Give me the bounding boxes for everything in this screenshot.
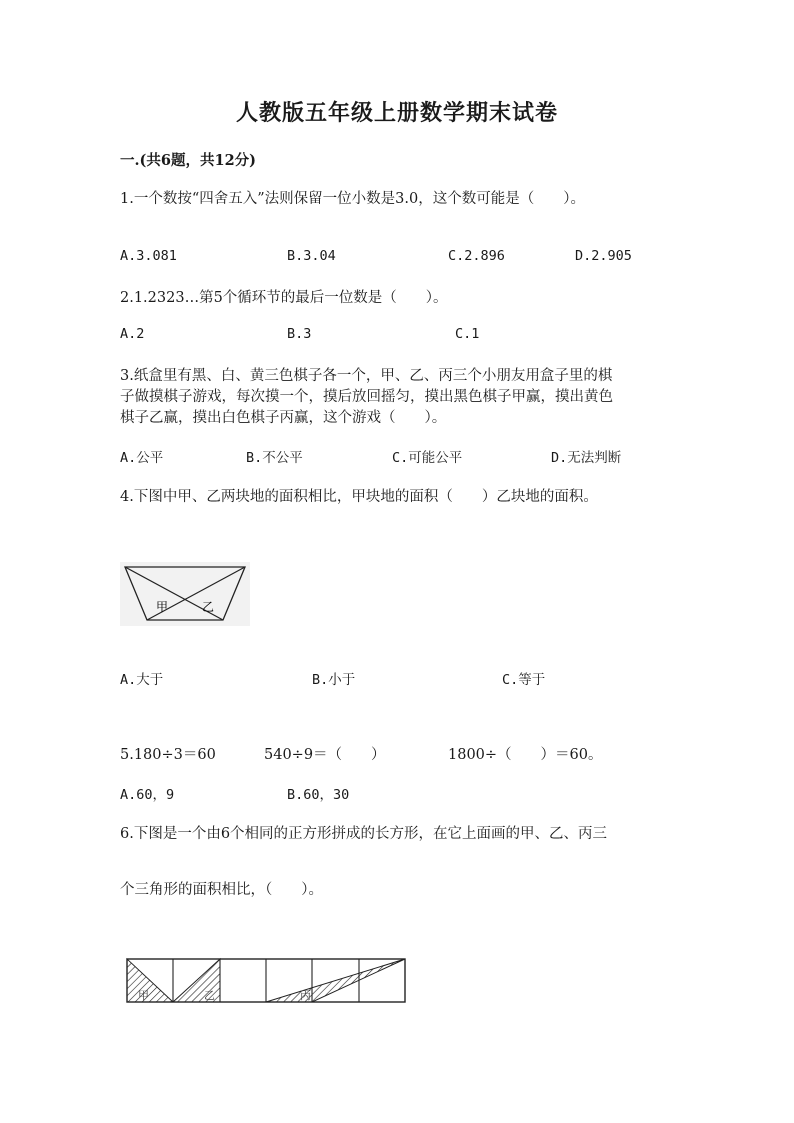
q3-option-b[interactable]: B.不公平 [246,450,303,466]
question-2-text: 2.1.2323…第5个循环节的最后一位数是（ ）。 [120,290,448,306]
question-5-part-2: 540÷9＝（ ） [264,747,386,763]
section-heading: 一.(共6题，共12分) [120,152,257,169]
six-squares-figure [124,956,410,1006]
question-3-line-1: 3.纸盒里有黑、白、黄三色棋子各一个，甲、乙、丙三个小朋友用盒子里的棋 [120,368,613,384]
q5-option-b[interactable]: B.60，30 [287,787,350,803]
question-6-line-2: 个三角形的面积相比，（ ）。 [120,882,323,898]
triangle-bing [266,959,405,1002]
region-jia-label: 甲 [156,600,169,614]
q3-option-c[interactable]: C.可能公平 [392,450,463,466]
triangle-jia-label: 甲 [138,989,149,1002]
figure-background [120,562,250,626]
triangle-yi-label: 乙 [204,989,215,1002]
question-3-line-2: 子做摸棋子游戏，每次摸一个，摸后放回摇匀，摸出黑色棋子甲赢，摸出黄色 [120,389,613,405]
question-5-part-3: 1800÷（ ）＝60。 [448,747,603,763]
q3-option-a[interactable]: A.公平 [120,450,164,466]
q1-option-b[interactable]: B.3.04 [287,248,336,264]
q1-option-c[interactable]: C.2.896 [448,248,505,264]
page-title: 人教版五年级上册数学期末试卷 [235,100,558,126]
q5-option-a[interactable]: A.60，9 [120,787,175,803]
q4-option-c[interactable]: C.等于 [502,672,546,688]
question-1-text: 1.一个数按“四舍五入”法则保留一位小数是3.0，这个数可能是（ ）。 [120,191,585,207]
q4-option-b[interactable]: B.小于 [312,672,356,688]
q3-option-d[interactable]: D.无法判断 [551,450,622,466]
q2-option-b[interactable]: B.3 [287,326,312,342]
question-6-line-1: 6.下图是一个由6个相同的正方形拼成的长方形，在它上面画的甲、乙、丙三 [120,826,608,842]
q1-option-a[interactable]: A.3.081 [120,248,177,264]
question-5-part-1: 5.180÷3＝60 [120,747,216,763]
q2-option-a[interactable]: A.2 [120,326,145,342]
trapezoid-figure [120,562,250,626]
q1-option-d[interactable]: D.2.905 [575,248,632,264]
triangle-bing-label: 丙 [300,989,311,1002]
region-yi-label: 乙 [202,600,215,614]
q2-option-c[interactable]: C.1 [455,326,480,342]
q4-option-a[interactable]: A.大于 [120,672,164,688]
question-4-text: 4.下图中甲、乙两块地的面积相比，甲块地的面积（ ）乙块地的面积。 [120,489,598,505]
question-3-line-3: 棋子乙赢，摸出白色棋子丙赢，这个游戏（ ）。 [120,410,447,426]
triangle-jia [127,959,173,1002]
